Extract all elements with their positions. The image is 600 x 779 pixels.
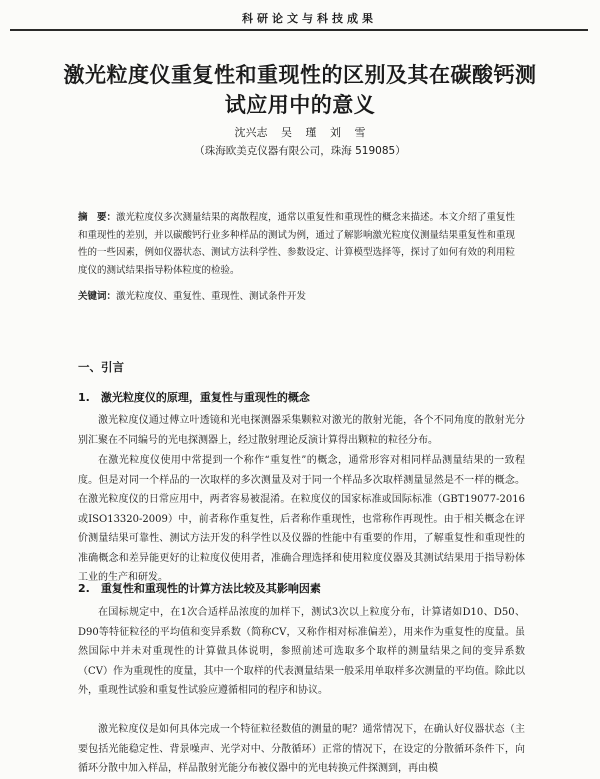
paragraph-3: 在国标规定中，在1次合适样品浓度的加样下，测试3次以上粒度分布，计算诸如D10、D50、D90等特征粒径的平均值和变异系数（简称CV，又称作相对标准偏差），用来作为重复性的度量。虽然国际中并未对重现性的计算做具体说明，参照前述可选取多个取样的测量结果之间的变异系数（CV）作为重现性的度量，其中一个取样的代表测量结果一般采用单取样多次测量的平均值。除此以外，重现性试验和重复性试验应遵循相同的程序和协议。 [78, 607, 525, 696]
running-head-rule [10, 29, 588, 31]
subsection-heading-1: 1. 激光粒度仪的原理，重复性与重现性的概念 [78, 391, 310, 404]
keywords-text: 激光粒度仪、重复性、重现性、测试条件开发 [116, 291, 307, 302]
paragraph-4: 激光粒度仪是如何具体完成一个特征粒径数值的测量的呢？通常情况下，在确认好仪器状态（主要包括光能稳定性、背景噪声、光学对中、分散循环）正常的情况下，在设定的分散循环条件下，向循环分散中加入样品，样品散射光能分布被仪器中的光电转换元件探测到，再由模 [78, 724, 525, 774]
authors: 沈兴志 吴 瑾 刘 雪 [234, 126, 366, 139]
paragraph-2: 在激光粒度仪使用中常提到一个称作“重复性”的概念，通常形容对相同样品测量结果的一致程度。但是对同一个样品的一次取样的多次测量及对于同一个样品多次取样测量显然是不一样的概念。在激光粒度仪的日常应用中，两者容易被混淆。在粒度仪的国家标准或国际标准（GBT19077-2016或ISO13320-2009）中，前者称作重复性，后者称作重现性，也常称作再现性。由于相关概念在评价测量结果可靠性、测试方法开发的科学性以及仪器的性能中有重要的作用，了解重复性和重现性的准确概念和差异能更好的让粒度仪使用者，准确合理选择和使用粒度仪器及其测试结果用于指导粉体工业的生产和研发。 [78, 455, 525, 583]
keywords [78, 288, 528, 302]
affiliation: （珠海欧美克仪器有限公司，珠海 519085） [194, 145, 406, 157]
subsection-heading-2: 2. 重复性和重现性的计算方法比较及其影响因素 [78, 582, 321, 595]
paragraph-1: 激光粒度仪通过傅立叶透镜和光电探测器采集颗粒对激光的散射光能，各个不同角度的散射光分别汇聚在不同编号的光电探测器上，经过散射理论反演计算得出颗粒的粒径分布。 [78, 415, 525, 446]
keywords-label: 关键词： [78, 291, 117, 302]
article-title: 激光粒度仪重复性和重现性的区别及其在碳酸钙测试应用中的意义 [63, 63, 537, 117]
abstract-label: 摘 要： [78, 212, 117, 223]
abstract [78, 209, 524, 279]
abstract-text: 激光粒度仪多次测量结果的离散程度，通常以重复性和重现性的概念来描述。本文介绍了重复性和重现性的差别，并以碳酸钙行业多种样品的测试为例，通过了解影响激光粒度仪测量结果重复性和重现性的一些因素，例如仪器状态、测试方法科学性、参数设定、计算模型选择等，探讨了如何有效的利用粒度仪的测试结果指导粉体粒度的检验。 [78, 212, 516, 276]
running-head-text: 科研论文与科技成果 [242, 12, 377, 25]
section-heading-intro: 一、引言 [78, 360, 124, 374]
